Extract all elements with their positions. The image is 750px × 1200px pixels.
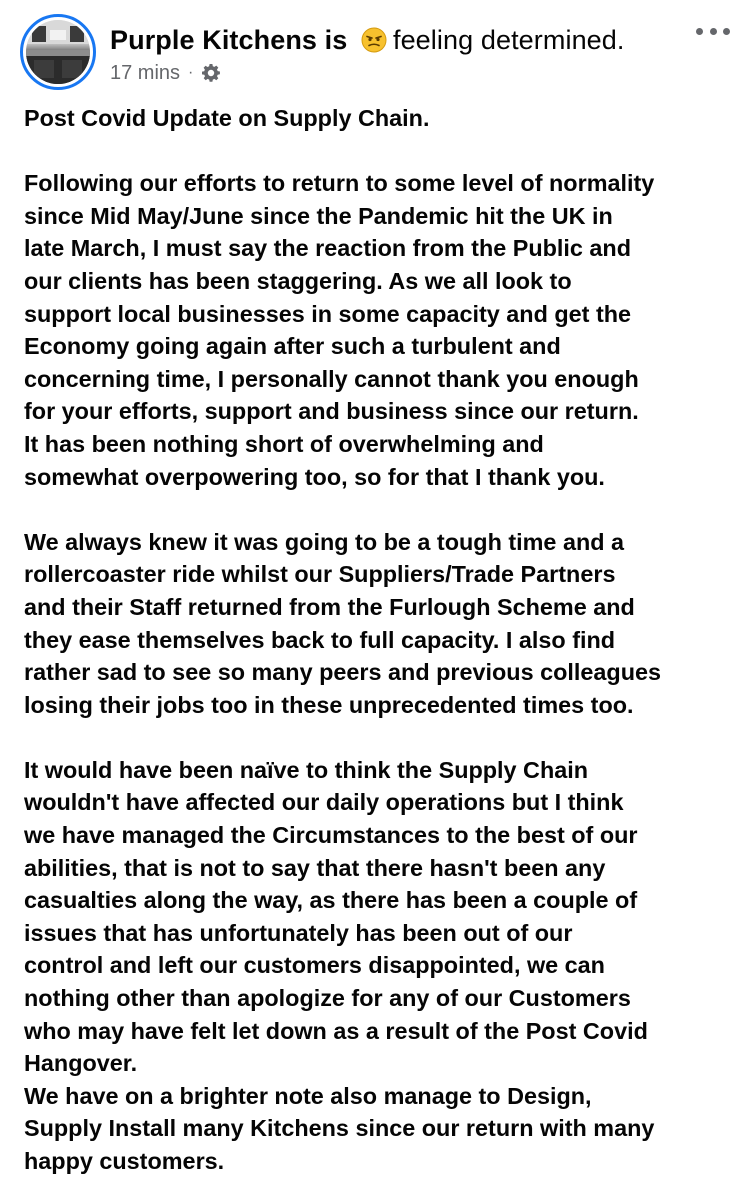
- gear-icon[interactable]: [201, 63, 221, 83]
- body-line: and their Staff returned from the Furlough Scheme and: [24, 593, 635, 620]
- post-title-line: [110, 22, 625, 58]
- post-heading: Post Covid Update on Supply Chain.: [24, 105, 430, 131]
- page-avatar[interactable]: [20, 14, 96, 90]
- avatar-image: [26, 20, 90, 84]
- meta-separator: ·: [188, 64, 194, 81]
- body-line: Hangover.: [24, 1050, 138, 1077]
- more-dot-icon: [723, 28, 730, 35]
- body-line: It has been nothing short of overwhelming and: [24, 430, 544, 457]
- body-line: nothing other than apologize for any of our Customers: [24, 985, 631, 1012]
- body-line: late March, I must say the reaction from the Public and: [24, 235, 632, 262]
- body-line: issues that has unfortunately has been out of our: [24, 919, 573, 946]
- body-line: casualties along the way, as there has been a couple of: [24, 887, 638, 914]
- body-line: Supply Install many Kitchens since our return with many: [24, 1115, 655, 1142]
- body-line: rollercoaster ride whilst our Suppliers/Trade Partners: [24, 561, 616, 588]
- body-line: rather sad to see so many peers and previous colleagues: [24, 659, 661, 686]
- body-line: for your efforts, support and business since our return.: [24, 398, 639, 425]
- body-line: We have on a brighter note also manage to Design,: [24, 1082, 592, 1109]
- post-header: [0, 0, 750, 95]
- more-options-button[interactable]: [696, 20, 730, 42]
- body-line: they ease themselves back to full capacity. I also find: [24, 626, 616, 653]
- feeling-text: feeling determined.: [392, 24, 625, 55]
- paragraph-2: [24, 526, 736, 722]
- post-body: [24, 102, 736, 1178]
- body-line: It would have been naïve to think the Supply Chain: [24, 756, 589, 783]
- body-line: abilities, that is not to say that there hasn't been any: [24, 854, 606, 881]
- paragraph-gap: [24, 493, 736, 526]
- determined-face-emoji-icon: [361, 27, 387, 53]
- paragraph-3: [24, 754, 736, 1178]
- paragraph-gap: [24, 721, 736, 754]
- paragraph-1: [24, 167, 736, 493]
- body-line: Economy going again after such a turbulent and: [24, 333, 561, 360]
- body-line: since Mid May/June since the Pandemic hit the UK in: [24, 202, 613, 229]
- paragraph-gap: [24, 135, 736, 168]
- body-line: control and left our customers disappointed, we can: [24, 952, 605, 979]
- body-line: wouldn't have affected our daily operations but I think: [24, 789, 624, 816]
- post-timestamp[interactable]: 17 mins: [110, 61, 181, 84]
- body-line: Following our efforts to return to some level of normality: [24, 170, 655, 197]
- body-line: who may have felt let down as a result of the Post Covid: [24, 1017, 648, 1044]
- body-line: concerning time, I personally cannot thank you enough: [24, 365, 639, 392]
- body-line: our clients has been staggering. As we all look to: [24, 267, 572, 294]
- body-line: We always knew it was going to be a tough time and a: [24, 528, 625, 555]
- body-line: losing their jobs too in these unprecedented times too.: [24, 691, 634, 718]
- more-dot-icon: [696, 28, 703, 35]
- post-meta: [110, 60, 221, 86]
- more-dot-icon: [710, 28, 717, 35]
- body-line: support local businesses in some capacity and get the: [24, 300, 632, 327]
- body-line: we have managed the Circumstances to the best of our: [24, 822, 638, 849]
- kitchen-photo-icon: [26, 20, 90, 84]
- body-line: somewhat overpowering too, so for that I thank you.: [24, 463, 605, 490]
- body-line: happy customers.: [24, 1148, 225, 1174]
- page-name-link[interactable]: Purple Kitchens: [110, 24, 318, 55]
- is-text: is: [317, 24, 355, 55]
